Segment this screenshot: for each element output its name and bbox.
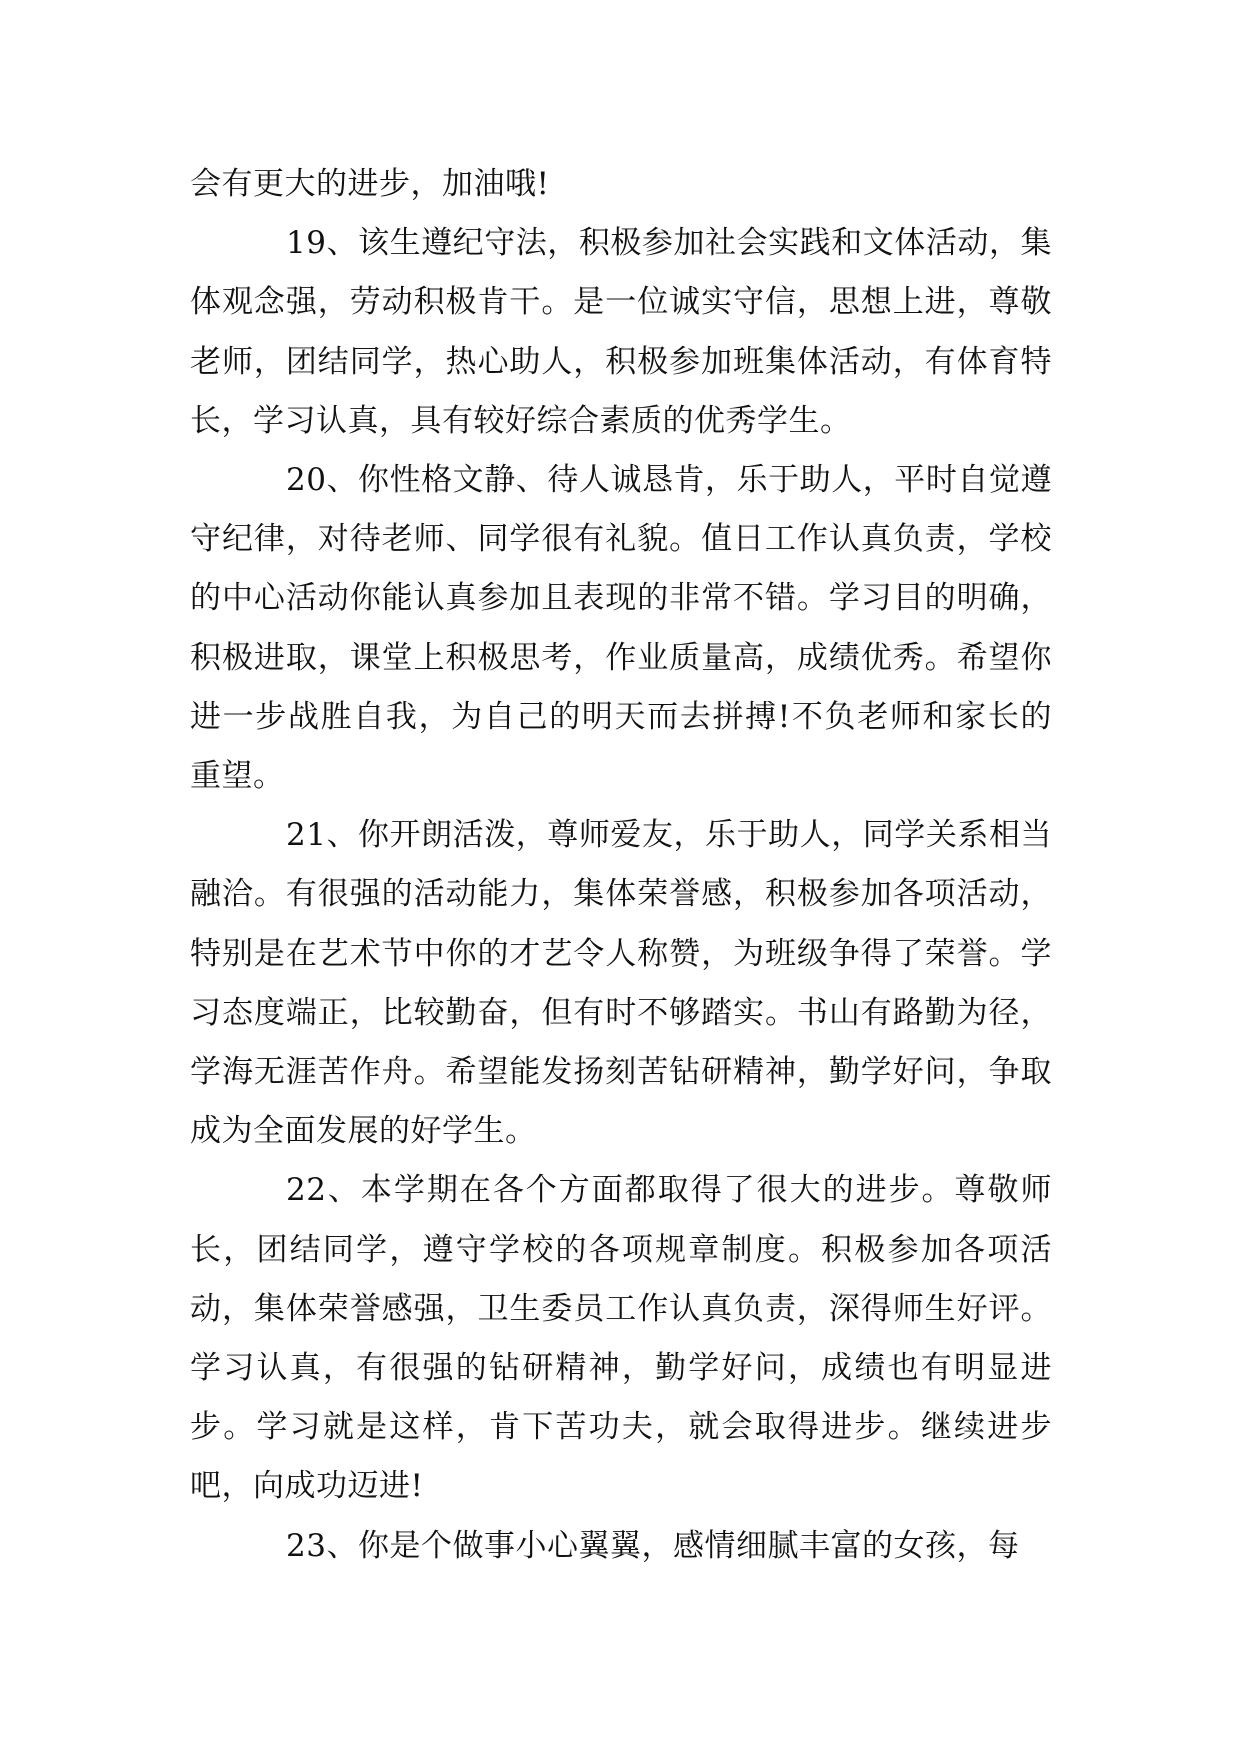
- paragraph-18-continuation: 会有更大的进步，加油哦!: [190, 166, 550, 202]
- paragraph-23-start: 23、你是个做事小心翼翼，感情细腻丰富的女孩，每: [286, 1527, 1020, 1564]
- paragraph-21: 21、你开朗活泼，尊师爱友，乐于助人，同学关系相当融洽。有很强的活动能力，集体荣誉感，积极参加各项活动，特别是在艺术节中你的才艺令人称赞，为班级争得了荣誉。学习态度端正，比较勤奋，但有时不够踏实。书山有路勤为径，学海无涯苦作舟。希望能发扬刻苦钻研精神，勤学好问，争取成为全面发展的好学生。: [190, 817, 1052, 1150]
- paragraph-22: 22、本学期在各个方面都取得了很大的进步。尊敬师长，团结同学，遵守学校的各项规章制度。积极参加各项活动，集体荣誉感强，卫生委员工作认真负责，深得师生好评。学习认真，有很强的钻研精神，勤学好问，成绩也有明显进步。学习就是这样，肯下苦功夫，就会取得进步。继续进步吧，向成功迈进!: [190, 1172, 1052, 1505]
- paragraph-19: 19、该生遵纪守法，积极参加社会实践和文体活动，集体观念强，劳动积极肯干。是一位诚实守信，思想上进，尊敬老师，团结同学，热心助人，积极参加班集体活动，有体育特长，学习认真，具有较好综合素质的优秀学生。: [190, 225, 1052, 439]
- document-body: [190, 155, 1052, 1576]
- paragraph-20: 20、你性格文静、待人诚恳肯，乐于助人，平时自觉遵守纪律，对待老师、同学很有礼貌。值日工作认真负责，学校的中心活动你能认真参加且表现的非常不错。学习目的明确，积极进取，课堂上积极思考，作业质量高，成绩优秀。希望你进一步战胜自我，为自己的明天而去拼搏!不负老师和家长的重望。: [190, 462, 1052, 795]
